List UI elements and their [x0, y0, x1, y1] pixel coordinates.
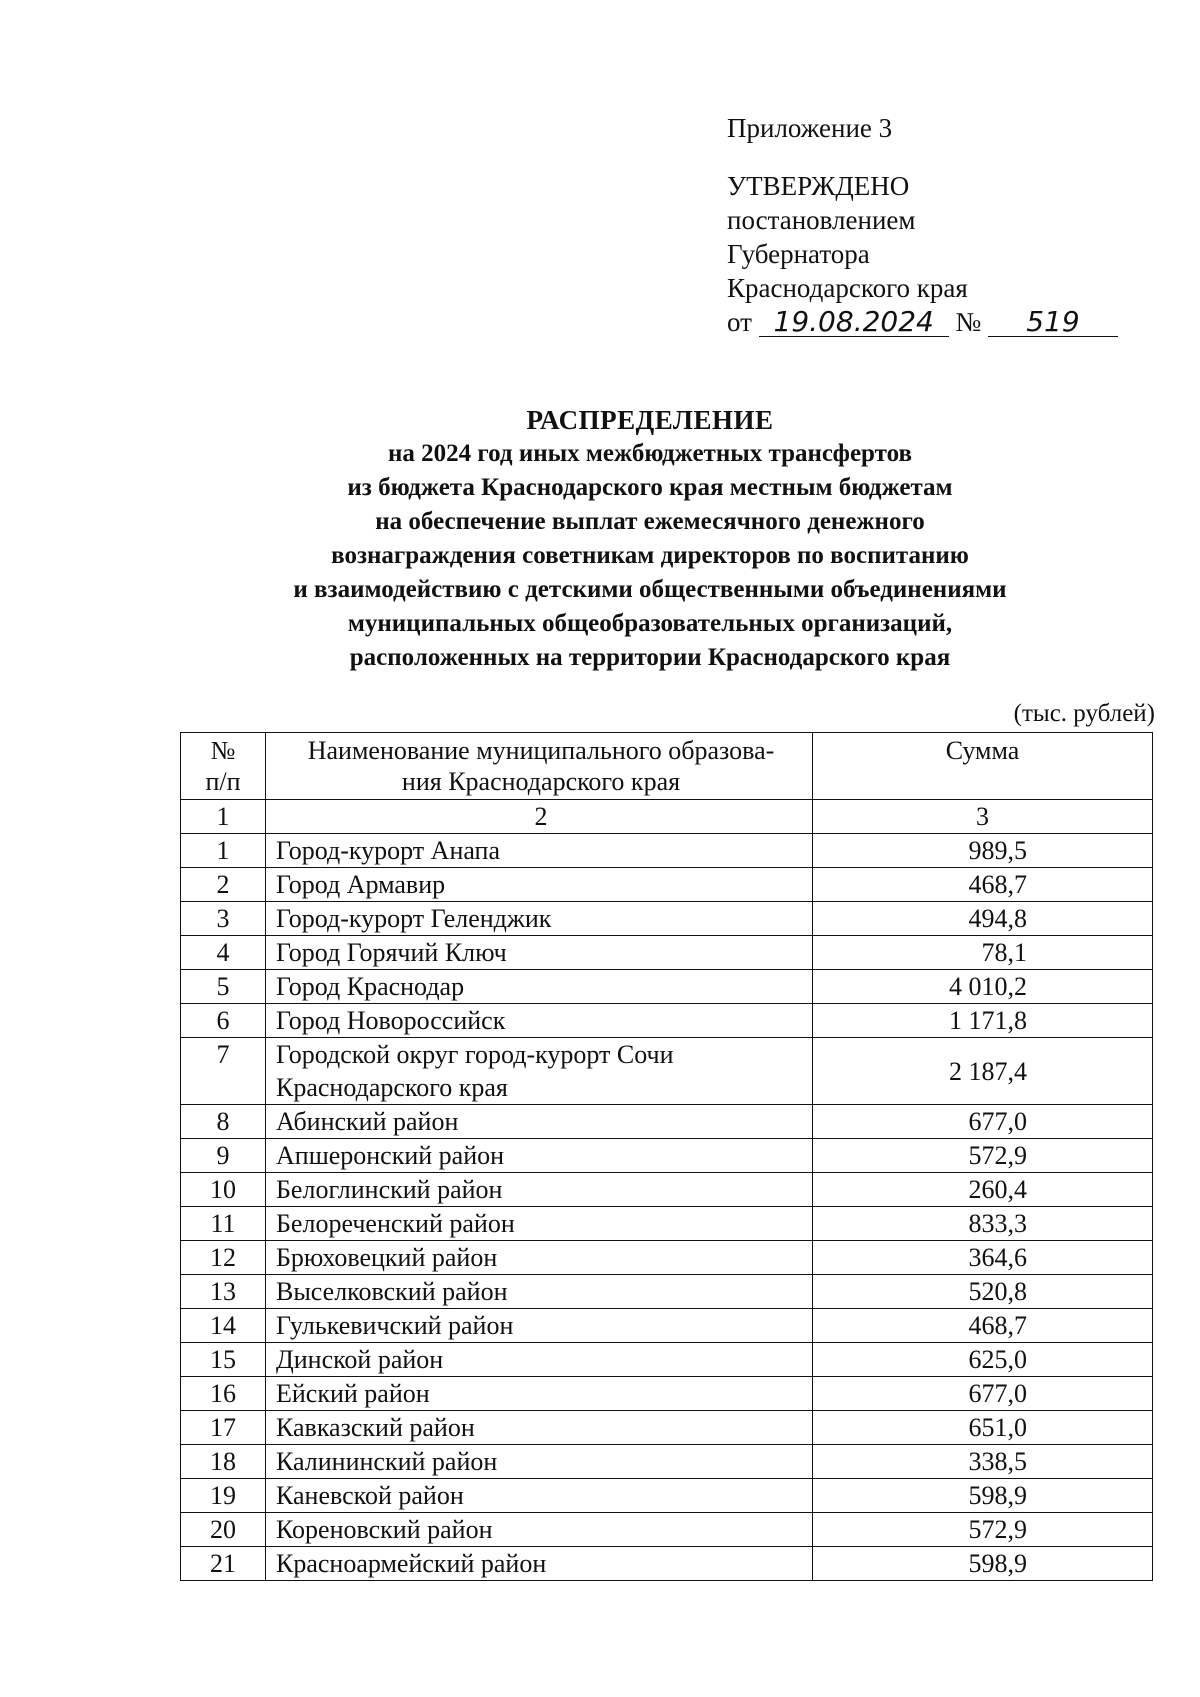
sum-value: 598,9	[813, 1547, 1153, 1581]
row-number: 7	[181, 1038, 266, 1105]
title-line: из бюджета Краснодарского края местным бюджетам	[347, 474, 953, 501]
header-num-line-2: п/п	[205, 767, 241, 796]
table-row	[181, 1309, 1153, 1343]
row-number: 8	[181, 1105, 266, 1139]
municipality-name: Калининский район	[266, 1445, 813, 1479]
row-number: 20	[181, 1513, 266, 1547]
sum-value: 572,9	[813, 1513, 1153, 1547]
sum-value: 2 187,4	[813, 1038, 1153, 1105]
municipality-name: Апшеронский район	[266, 1139, 813, 1173]
row-number: 19	[181, 1479, 266, 1513]
handwritten-number: 519	[988, 308, 1118, 337]
sum-value: 677,0	[813, 1105, 1153, 1139]
table-row	[181, 1004, 1153, 1038]
municipality-name: Гулькевичский район	[266, 1309, 813, 1343]
municipality-name: Город Армавир	[266, 868, 813, 902]
municipality-name: Кавказский район	[266, 1411, 813, 1445]
table-row	[181, 1139, 1153, 1173]
table-row	[181, 868, 1153, 902]
appendix-label: Приложение 3	[727, 113, 893, 143]
title-line: на 2024 год иных межбюджетных трансфертов	[388, 440, 912, 467]
municipality-name: Город-курорт Геленджик	[266, 902, 813, 936]
table-row	[181, 1377, 1153, 1411]
table-row	[181, 1411, 1153, 1445]
approval-block	[727, 111, 1118, 339]
table-header-row	[181, 733, 1153, 800]
sum-value: 651,0	[813, 1411, 1153, 1445]
row-number: 14	[181, 1309, 266, 1343]
sum-value: 468,7	[813, 1309, 1153, 1343]
column-number-row	[181, 800, 1153, 834]
row-number: 16	[181, 1377, 266, 1411]
title-line: на обеспечение выплат ежемесячного денежного	[375, 508, 925, 535]
municipality-name: Абинский район	[266, 1105, 813, 1139]
municipality-name: Белореченский район	[266, 1207, 813, 1241]
title-heading: РАСПРЕДЕЛЕНИЕ	[526, 405, 774, 435]
sum-value: 572,9	[813, 1139, 1153, 1173]
table-row	[181, 1275, 1153, 1309]
title-line: расположенных на территории Краснодарского края	[349, 644, 951, 671]
approval-line-2: Губернатора	[727, 239, 870, 269]
row-number: 3	[181, 902, 266, 936]
row-number: 9	[181, 1139, 266, 1173]
row-number: 1	[181, 834, 266, 868]
header-num-line-1: №	[210, 736, 236, 765]
title-line: и взаимодействию с детскими общественными объединениями	[293, 576, 1007, 603]
row-number: 5	[181, 970, 266, 1004]
header-num	[181, 733, 266, 800]
title-line: вознаграждения советникам директоров по воспитанию	[331, 542, 969, 569]
header-name-line-1: Наименование муниципального образова-	[307, 736, 775, 765]
document-title	[150, 403, 1150, 675]
table-row	[181, 1343, 1153, 1377]
column-number: 2	[266, 800, 813, 834]
municipality-name: Белоглинский район	[266, 1173, 813, 1207]
title-line: муниципальных общеобразовательных организаций,	[347, 610, 953, 637]
units-label: (тыс. рублей)	[1013, 700, 1155, 727]
table-row	[181, 1513, 1153, 1547]
row-number: 2	[181, 868, 266, 902]
header-name	[266, 733, 813, 800]
sum-value: 625,0	[813, 1343, 1153, 1377]
municipality-name: Город Новороссийск	[266, 1004, 813, 1038]
column-number: 3	[813, 800, 1153, 834]
table-row	[181, 936, 1153, 970]
row-number: 12	[181, 1241, 266, 1275]
municipality-name: Красноармейский район	[266, 1547, 813, 1581]
approval-date-line	[727, 305, 1118, 339]
municipality-name: Брюховецкий район	[266, 1241, 813, 1275]
sum-value: 494,8	[813, 902, 1153, 936]
sum-value: 598,9	[813, 1479, 1153, 1513]
table-row	[181, 1479, 1153, 1513]
table-row	[181, 1105, 1153, 1139]
sum-value: 677,0	[813, 1377, 1153, 1411]
sum-value: 468,7	[813, 868, 1153, 902]
municipality-name	[266, 1038, 813, 1105]
table-row	[181, 1173, 1153, 1207]
table-row	[181, 1207, 1153, 1241]
sum-value: 338,5	[813, 1445, 1153, 1479]
municipality-name: Город-курорт Анапа	[266, 834, 813, 868]
municipality-name-line-1: Городской округ город-курорт Сочи	[276, 1040, 674, 1069]
municipality-name-line-2: Краснодарского края	[276, 1073, 508, 1102]
sum-value: 78,1	[813, 936, 1153, 970]
municipality-name: Каневской район	[266, 1479, 813, 1513]
sum-value: 989,5	[813, 834, 1153, 868]
row-number: 4	[181, 936, 266, 970]
row-number: 6	[181, 1004, 266, 1038]
number-label: №	[955, 307, 982, 337]
table-row	[181, 1445, 1153, 1479]
header-sum: Сумма	[813, 733, 1153, 800]
column-number: 1	[181, 800, 266, 834]
row-number: 10	[181, 1173, 266, 1207]
handwritten-date: 19.08.2024	[759, 308, 949, 337]
row-number: 21	[181, 1547, 266, 1581]
row-number: 11	[181, 1207, 266, 1241]
municipality-name: Город Краснодар	[266, 970, 813, 1004]
table-row	[181, 970, 1153, 1004]
sum-value: 260,4	[813, 1173, 1153, 1207]
sum-value: 4 010,2	[813, 970, 1153, 1004]
table-row	[181, 834, 1153, 868]
municipality-name: Кореновский район	[266, 1513, 813, 1547]
header-name-line-2: ния Краснодарского края	[401, 767, 681, 796]
municipality-name: Выселковский район	[266, 1275, 813, 1309]
row-number: 13	[181, 1275, 266, 1309]
sum-value: 364,6	[813, 1241, 1153, 1275]
row-number: 15	[181, 1343, 266, 1377]
approval-line-3: Краснодарского края	[727, 273, 968, 303]
municipality-name: Динской район	[266, 1343, 813, 1377]
sum-value: 1 171,8	[813, 1004, 1153, 1038]
approved-label: УТВЕРЖДЕНО	[727, 171, 910, 201]
sum-value: 833,3	[813, 1207, 1153, 1241]
table-row	[181, 1241, 1153, 1275]
municipality-name: Ейский район	[266, 1377, 813, 1411]
approval-line-1: постановлением	[727, 205, 916, 235]
municipality-name: Город Горячий Ключ	[266, 936, 813, 970]
distribution-table	[180, 732, 1153, 1581]
sum-value: 520,8	[813, 1275, 1153, 1309]
row-number: 18	[181, 1445, 266, 1479]
row-number: 17	[181, 1411, 266, 1445]
table-row	[181, 902, 1153, 936]
table-row	[181, 1038, 1153, 1105]
table-row	[181, 1547, 1153, 1581]
from-label: от	[727, 307, 752, 337]
